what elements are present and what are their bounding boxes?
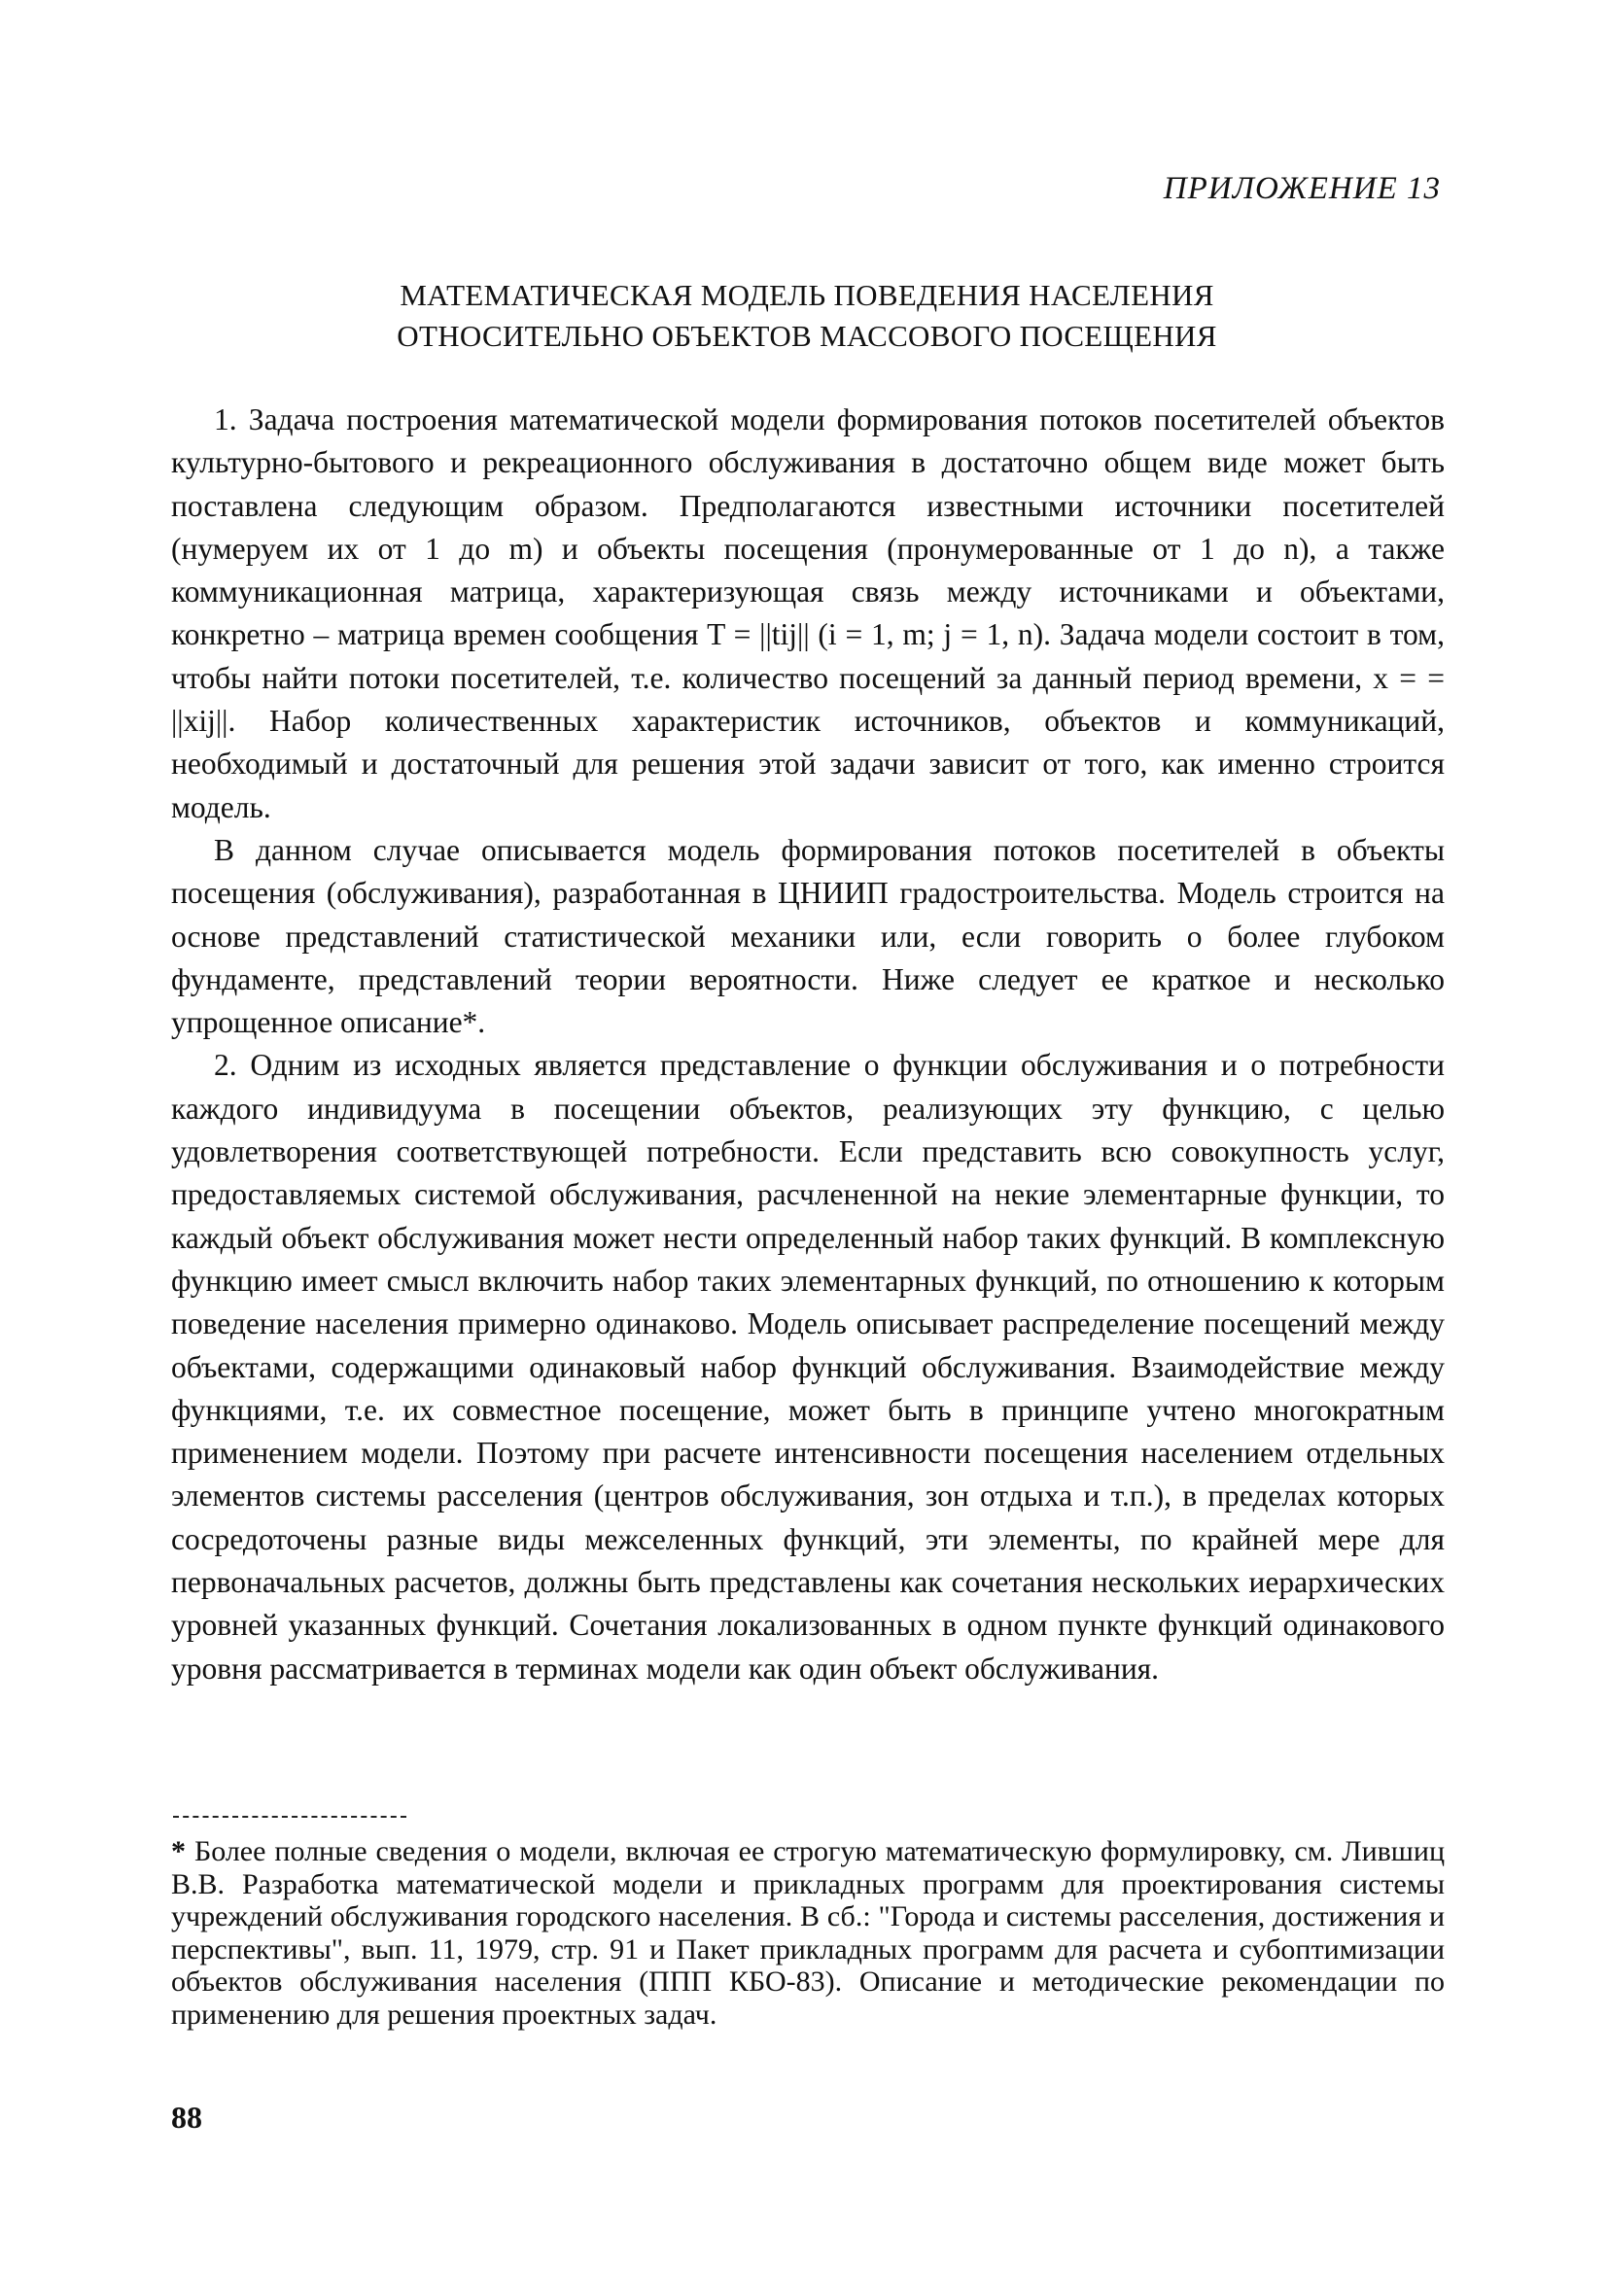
paragraph-1: 1. Задача построения математической модели формирования потоков посетителей объектов культурно-бытового и рекреационного обслуживания в достаточно общем виде может быть поставлена следующим образом. Предполагаются известными источники посетителей (нумеруем их от 1 до m) и объекты посещения (пронумерованные от 1 до n), а также коммуникационная матрица, характеризующая связь между источниками и объектами, конкретно – матрица времен сообщения T = ||tij|| (i = 1, m; j = 1, n). Задача модели состоит в том, чтобы найти потоки посетителей, т.е. количество посещений за данный период времени, x = = ||xij||. Набор количественных характеристик источников, объектов и коммуникаций, необходимый и достаточный для решения этой задачи зависит от того, как именно строится модель. — [171, 402, 1445, 824]
chapter-title — [175, 275, 1439, 357]
body-text — [171, 399, 1445, 1690]
footnote-text: Более полные сведения о модели, включая ее строгую математическую формулировку, см. Лившиц В.В. Разработка математической модели и прикладных программ для проектирования системы учреждений обслуживания городского населения. В сб.: "Города и системы расселения, достижения и перспективы", вып. 11, 1979, стр. 91 и Пакет прикладных программ для расчета и субоптимизации объектов обслуживания населения (ППП КБО-83). Описание и методические рекомендации по применению для решения проектных задач. — [171, 1835, 1446, 2031]
footnote — [171, 1835, 1445, 2032]
paragraph-2: В данном случае описывается модель формирования потоков посетителей в объекты посещения (обслуживания), разработанная в ЦНИИП градостроительства. Модель строится на основе представлений статистической механики или, если говорить о более глубоком фундаменте, представлений теории вероятности. Ниже следует ее краткое и несколько упрощенное описание*. — [171, 832, 1445, 1040]
page-number: 88 — [171, 2100, 202, 2135]
chapter-title-line-2: ОТНОСИТЕЛЬНО ОБЪЕКТОВ МАССОВОГО ПОСЕЩЕНИЯ — [397, 319, 1217, 353]
running-head: ПРИЛОЖЕНИЕ 13 — [1163, 171, 1441, 206]
paragraph-3: 2. Одним из исходных является представление о функции обслуживания и о потребности каждого индивидуума в посещении объектов, реализующих эту функцию, с целью удовлетворения соответствующей потребности. Если представить всю совокупность услуг, предоставляемых системой обслуживания, расчлененной на некие элементарные функции, то каждый объект обслуживания может нести определенный набор таких функций. В комплексную функцию имеет смысл включить набор таких элементарных функций, по отношению к которым поведение населения примерно одинаково. Модель описывает распределение посещений между объектами, содержащими одинаковый набор функций обслуживания. Взаимодействие между функциями, т.е. их совместное посещение, может быть в принципе учтено многократным применением модели. Поэтому при расчете интенсивности посещения населением отдельных элементов системы расселения (центров обслуживания, зон отдыха и т.п.), в пределах которых сосредоточены разные виды межселенных функций, эти элементы, по крайней мере для первоначальных расчетов, должны быть представлены как сочетания нескольких иерархических уровней указанных функций. Сочетания локализованных в одном пункте функций одинакового уровня рассматривается в терминах модели как один объект обслуживания. — [171, 1048, 1445, 1686]
chapter-title-line-1: МАТЕМАТИЧЕСКАЯ МОДЕЛЬ ПОВЕДЕНИЯ НАСЕЛЕНИЯ — [400, 278, 1214, 312]
footnote-separator — [173, 1816, 406, 1818]
footnote-marker: * — [171, 1835, 186, 1867]
